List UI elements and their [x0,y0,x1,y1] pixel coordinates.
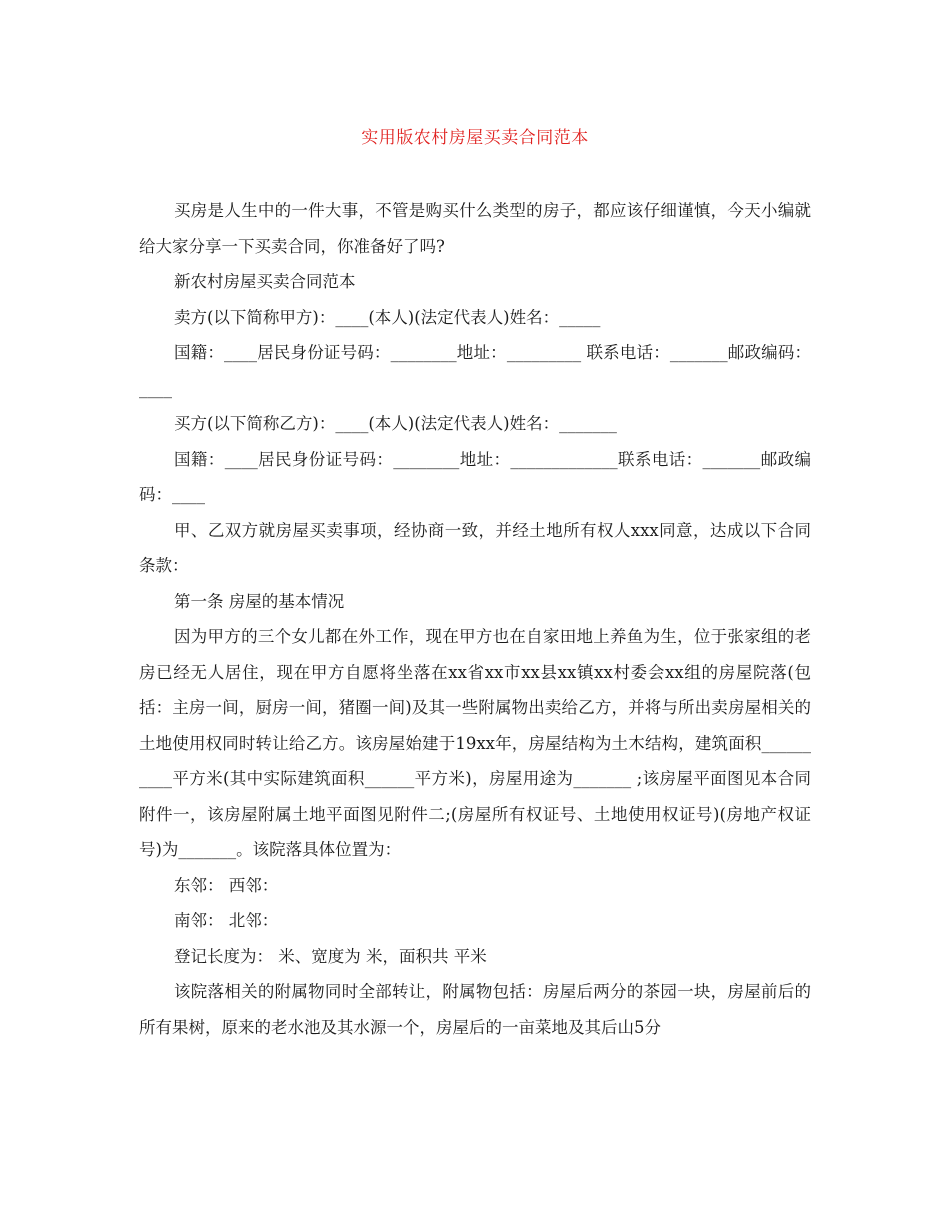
paragraph-seller-details: 国籍：____居民身份证号码：________地址：_________ 联系电话：_______邮政编码：____ [139,343,811,398]
paragraph-east-west: 东邻： 西邻： [174,875,279,895]
paragraph-appurtenances: 该院落相关的附属物同时全部转让，附属物包括：房屋后两分的茶园一块，房屋前后的所有果树，原来的老水池及其水源一个，房屋后的一亩菜地及其后山5分 [139,982,811,1037]
paragraph-article-1-heading: 第一条 房屋的基本情况 [174,591,345,611]
document-title: 实用版农村房屋买卖合同范本 [361,128,589,148]
paragraph-intro: 买房是人生中的一件大事，不管是购买什么类型的房子，都应该仔细谨慎，今天小编就给大家分享一下买卖合同，你准备好了吗? [139,201,811,256]
paragraph-south-north: 南邻： 北邻： [174,911,279,930]
paragraph-seller: 卖方(以下简称甲方)：____(本人)(法定代表人)姓名：_____ [174,307,601,327]
paragraph-buyer: 买方(以下简称乙方)：____(本人)(法定代表人)姓名：_______ [174,414,617,433]
paragraph-subtitle: 新农村房屋买卖合同范本 [174,272,356,291]
paragraph-agreement: 甲、乙双方就房屋买卖事项，经协商一致，并经土地所有权人xxx同意，达成以下合同条款： [139,520,811,575]
paragraph-dimensions: 登记长度为： 米、宽度为 米，面积共 平米 [174,946,487,966]
document-body [139,193,811,1045]
paragraph-buyer-details: 国籍：____居民身份证号码：________地址：_____________联系电话：_______邮政编码：____ [139,449,811,504]
paragraph-article-1-body: 因为甲方的三个女儿都在外工作，现在甲方也在自家田地上养鱼为生，位于张家组的老房已经无人居住，现在甲方自愿将坐落在xx省xx市xx县xx镇xx村委会xx组的房屋院落(包括：主房一间，厨房一间，猪圈一间)及其一些附属物出卖给乙方，并将与所出卖房屋相关的土地使用权同时转让给乙方。该房屋始建于19xx年，房屋结构为土木结构，建筑面积__________平方米(其中实际建筑面积______平方米)，房屋用途为_______ ;该房屋平面图见本合同附件一，该房屋附属土地平面图见附件二;(房屋所有权证号、土地使用权证号)(房地产权证号)为_______。该院落具体位置为： [139,627,811,859]
